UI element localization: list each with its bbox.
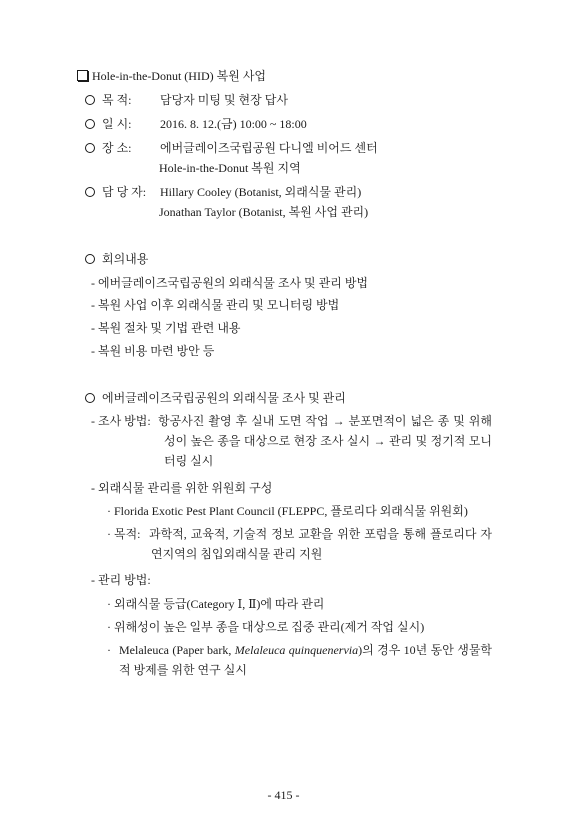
section-title: Hole-in-the-Donut (HID) 복원 사업 (77, 68, 266, 84)
purpose-label: · 목적: (107, 527, 141, 541)
method-label: - 조사 방법: (91, 414, 151, 428)
info-label: 담 당 자: (102, 185, 147, 199)
info-row-place (85, 140, 378, 156)
purpose-text: 과학적, 교육적, 기술적 정보 교환을 위한 포럼을 통해 플로리다 자연지역의 침입외래식물 관리 지원 (149, 527, 492, 561)
info-value-continued: Hole-in-the-Donut 복원 지역 (159, 161, 301, 175)
info-row-contact (85, 184, 361, 200)
info-label: 일 시: (102, 117, 132, 131)
info-row-purpose (85, 92, 288, 108)
meeting-heading: 회의내용 (85, 251, 148, 267)
circle-bullet-icon (85, 254, 95, 264)
circle-bullet-icon (85, 143, 95, 153)
method-text: 항공사진 촬영 후 실내 도면 작업 → 분포면적이 넓은 종 및 위해성이 높은 종을 대상으로 현장 조사 실시 → 관리 및 정기적 모니터링 실시 (158, 414, 492, 468)
management-item: · 외래식물 등급(Category Ⅰ, Ⅱ)에 따라 관리 (107, 597, 325, 611)
committee-name: · Florida Exotic Pest Plant Council (FLEPPC, 플로리다 외래식물 위원회) (107, 504, 468, 518)
list-item: - 복원 절차 및 기법 관련 내용 (91, 321, 241, 335)
list-item: - 에버글레이즈국립공원의 외래식물 조사 및 관리 방법 (91, 276, 369, 290)
info-value: 담당자 미팅 및 현장 답사 (160, 93, 288, 107)
management-heading: - 관리 방법: (91, 573, 151, 587)
management-item: Melaleuca (Paper bark, Melaleuca quinquenervia)의 경우 10년 동안 생물학적 방제를 위한 연구 실시 (119, 643, 493, 677)
page-number: - 415 - (267, 788, 300, 802)
survey-heading: 에버글레이즈국립공원의 외래식물 조사 및 관리 (85, 390, 346, 406)
list-item: - 복원 사업 이후 외래식물 관리 및 모니터링 방법 (91, 298, 340, 312)
management-item-bullet: · (107, 643, 111, 657)
info-value-continued: Jonathan Taylor (Botanist, 복원 사업 관리) (159, 205, 369, 219)
info-value: 2016. 8. 12.(금) 10:00 ~ 18:00 (160, 117, 307, 131)
circle-bullet-icon (85, 119, 95, 129)
circle-bullet-icon (85, 187, 95, 197)
management-item: · 위해성이 높은 일부 종을 대상으로 집중 관리(제거 작업 실시) (107, 620, 425, 634)
info-label: 목 적: (102, 93, 132, 107)
info-row-date (85, 116, 307, 132)
circle-bullet-icon (85, 393, 95, 403)
info-value: 에버글레이즈국립공원 다니엘 비어드 센터 (160, 141, 378, 155)
square-bullet-icon (77, 70, 88, 81)
committee-heading: - 외래식물 관리를 위한 위원회 구성 (91, 481, 273, 495)
list-item: - 복원 비용 마련 방안 등 (91, 344, 215, 358)
circle-bullet-icon (85, 95, 95, 105)
species-name: Melaleuca quinquenervia (234, 643, 359, 657)
info-value: Hillary Cooley (Botanist, 외래식물 관리) (160, 185, 362, 199)
info-label: 장 소: (102, 141, 132, 155)
